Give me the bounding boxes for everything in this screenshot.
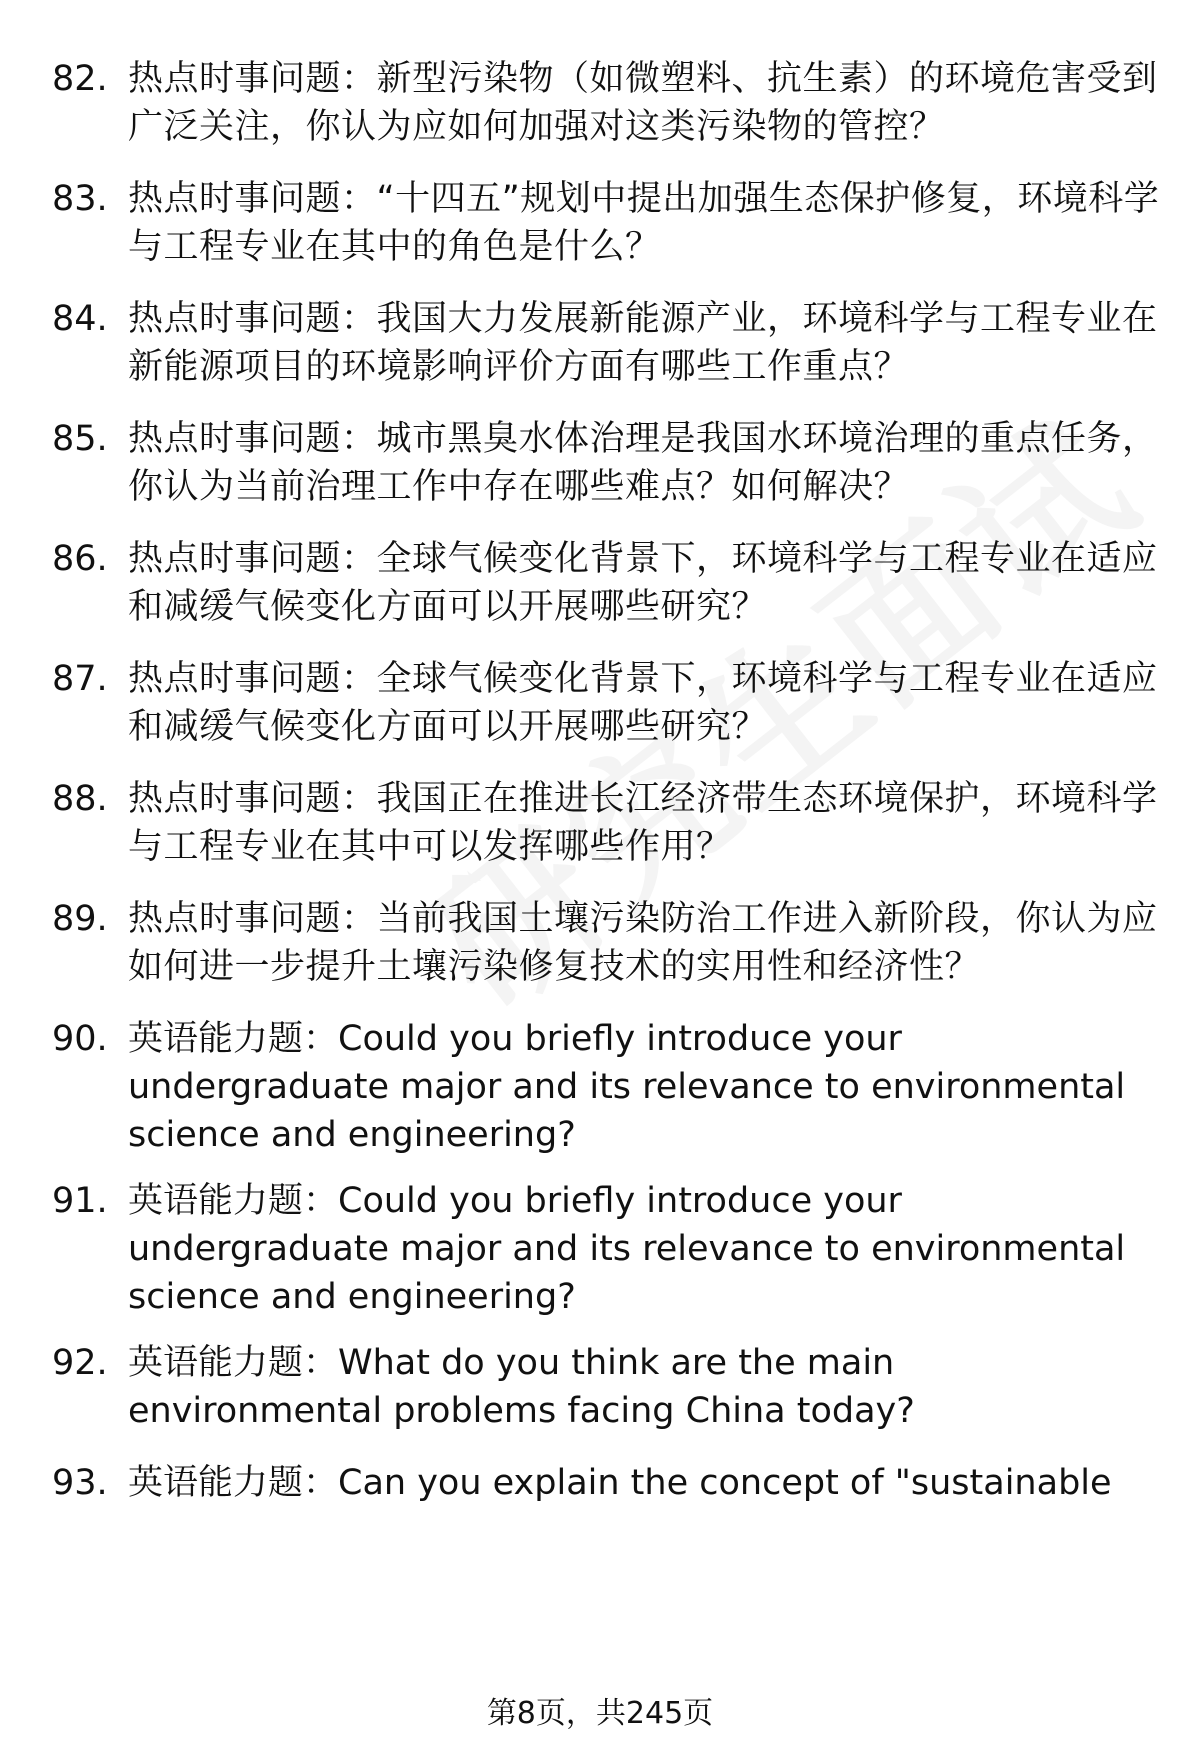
question-text: 热点时事问题：全球气候变化背景下，环境科学与工程专业在适应和减缓气候变化方面可以开展哪些研究？ [128,659,1158,747]
question-number: 92. [52,1343,108,1383]
question-text: 热点时事问题：新型污染物（如微塑料、抗生素）的环境危害受到广泛关注，你认为应如何加强对这类污染物的管控？ [128,59,1158,147]
question-item [0,895,1200,1015]
question-number: 87. [52,659,108,699]
question-text: 热点时事问题：我国正在推进长江经济带生态环境保护，环境科学与工程专业在其中可以发挥哪些作用？ [128,779,1158,867]
question-text: 英语能力题：Could you briefly introduce your undergraduate major and its relevance to environmental science and engineering? [128,1181,1126,1317]
question-text: 热点时事问题：当前我国土壤污染防治工作进入新阶段，你认为应如何进一步提升土壤污染修复技术的实用性和经济性？ [128,899,1158,987]
question-number: 93. [52,1463,108,1503]
question-item [0,295,1200,415]
question-item [0,1459,1200,1519]
question-item [0,415,1200,535]
question-item [0,175,1200,295]
question-item [0,55,1200,175]
question-text: 英语能力题：Can you explain the concept of "sustainable [128,1463,1112,1503]
question-text: 热点时事问题：全球气候变化背景下，环境科学与工程专业在适应和减缓气候变化方面可以开展哪些研究？ [128,539,1158,627]
question-number: 84. [52,299,108,339]
question-item [0,655,1200,775]
question-number: 83. [52,179,108,219]
question-text: 热点时事问题：我国大力发展新能源产业，环境科学与工程专业在新能源项目的环境影响评价方面有哪些工作重点？ [128,299,1158,387]
question-number: 88. [52,779,108,819]
question-item [0,535,1200,655]
page-footer: 第8页，共245页 [486,1696,714,1731]
question-number: 82. [52,59,108,99]
question-text: 热点时事问题：“十四五”规划中提出加强生态保护修复，环境科学与工程专业在其中的角色是什么？ [128,179,1160,267]
question-text: 热点时事问题：城市黑臭水体治理是我国水环境治理的重点任务，你认为当前治理工作中存在哪些难点？如何解决？ [128,419,1158,507]
question-number: 85. [52,419,108,459]
question-number: 90. [52,1019,108,1059]
question-text: 英语能力题：Could you briefly introduce your undergraduate major and its relevance to environmental science and engineering? [128,1019,1126,1155]
question-item [0,1339,1200,1459]
question-number: 86. [52,539,108,579]
question-item [0,775,1200,895]
question-item [0,1015,1200,1177]
question-text: 英语能力题：What do you think are the main environmental problems facing China today? [128,1343,915,1431]
question-number: 89. [52,899,108,939]
question-list [0,55,1200,1519]
question-number: 91. [52,1181,108,1221]
question-item [0,1177,1200,1339]
